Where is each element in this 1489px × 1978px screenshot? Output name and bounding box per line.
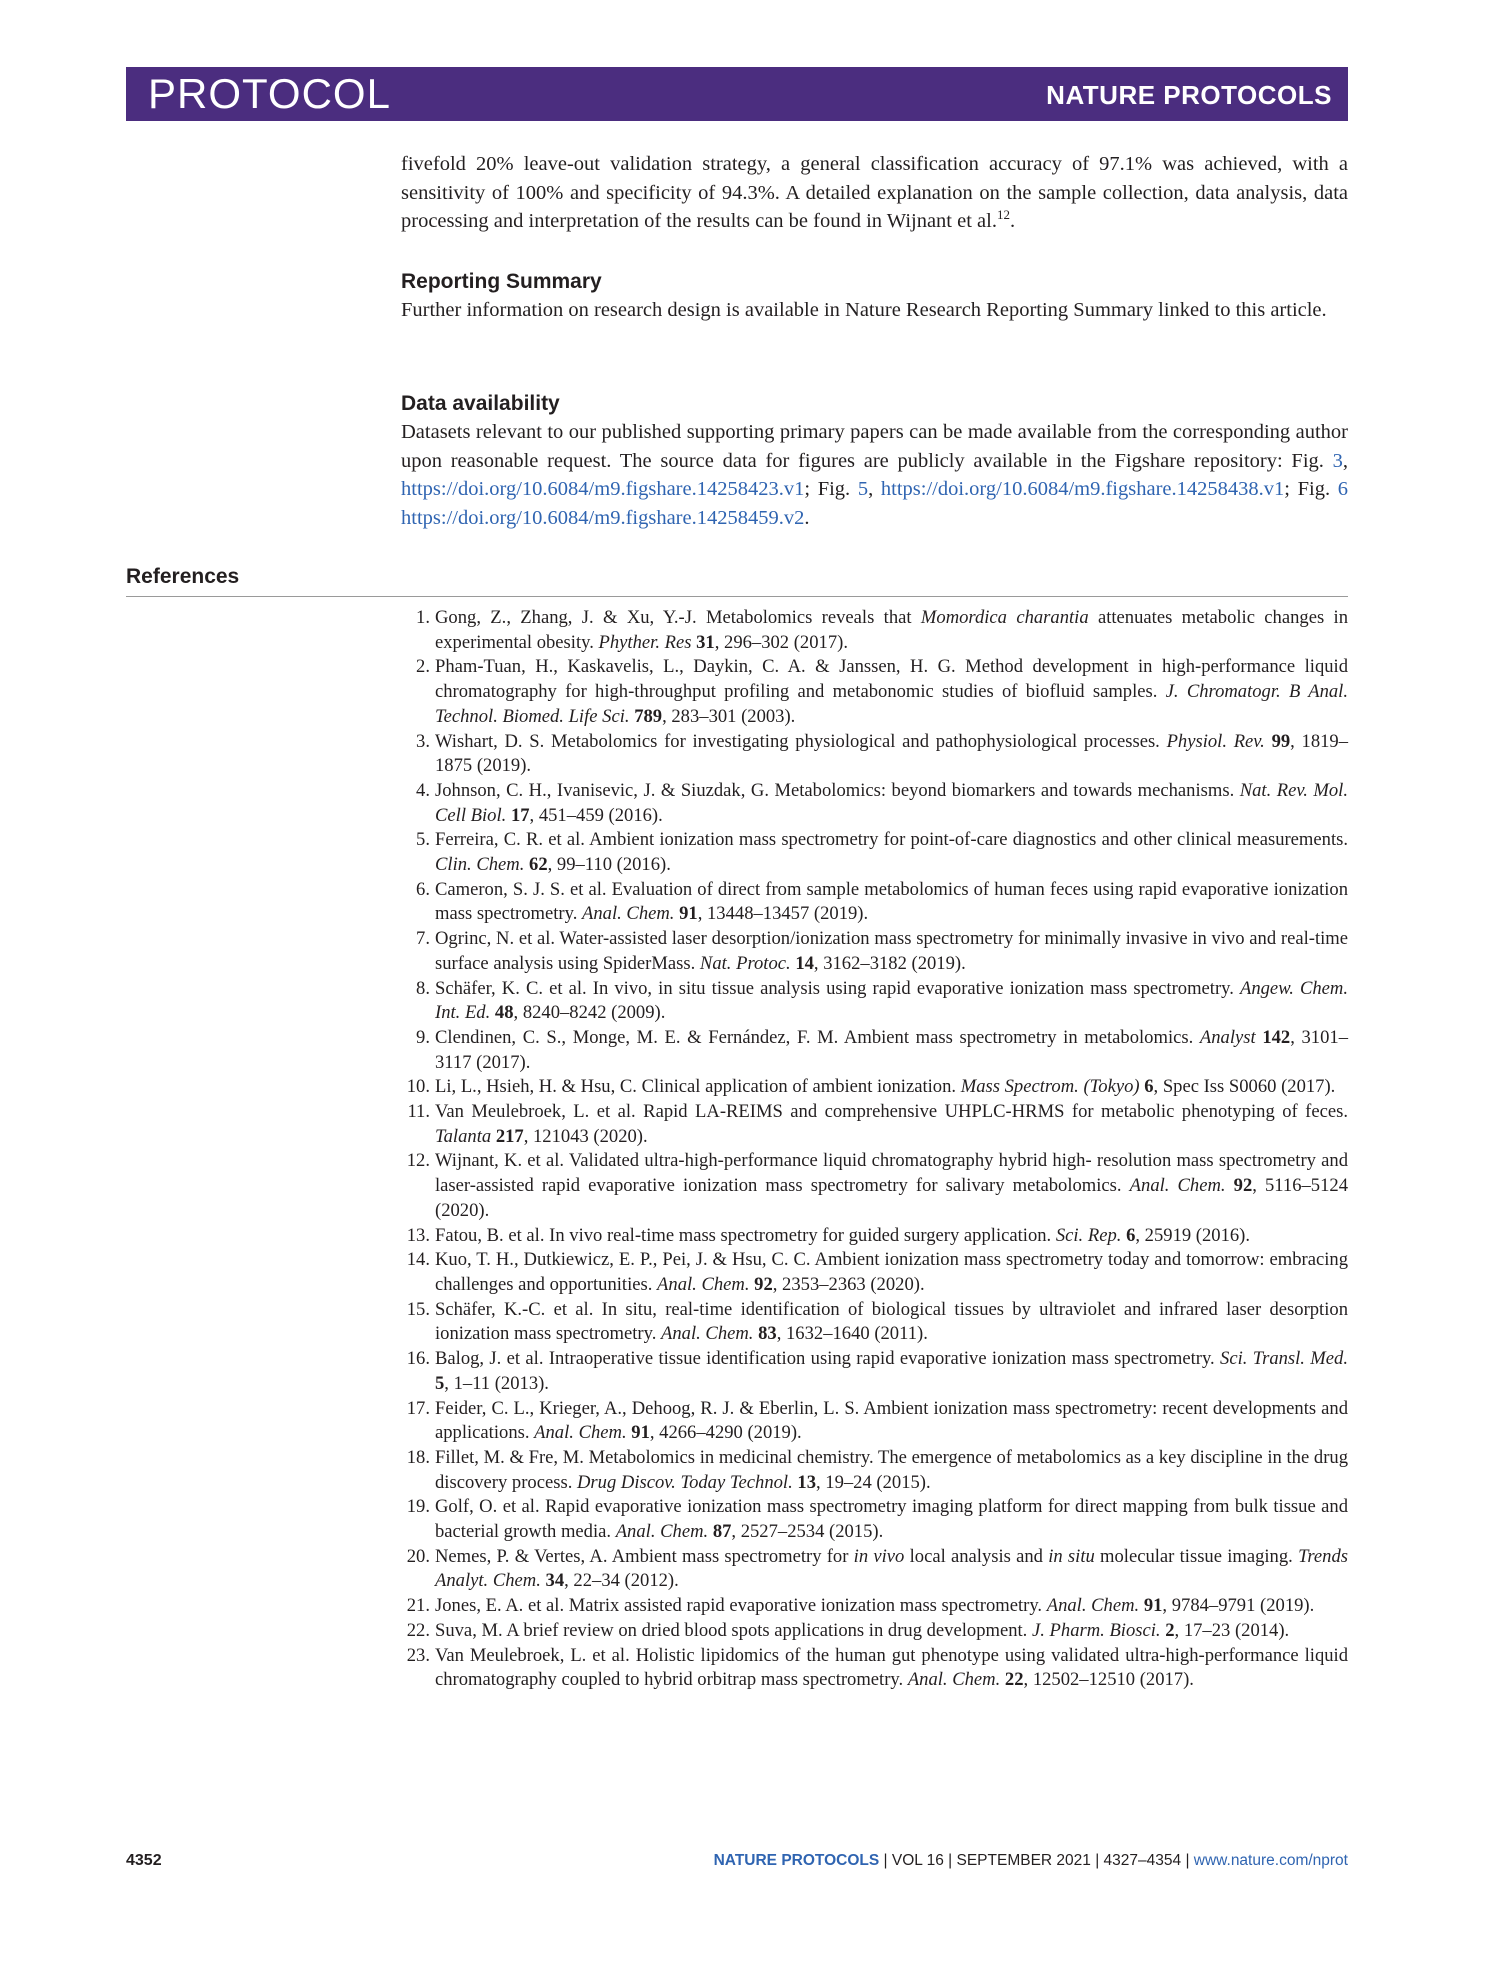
reference-text: Kuo, T. H., Dutkiewicz, E. P., Pei, J. & Hsu, C. C. Ambient ionization mass spectrometry today and tomorrow: embracing challenges and opportunities. Anal. Chem. 92, 2353–2363 (2020). <box>435 1249 1348 1295</box>
reference-item <box>400 1224 1348 1249</box>
reference-number: 15. <box>406 1298 430 1320</box>
reference-text: Ferreira, C. R. et al. Ambient ionization mass spectrometry for point-of-care diagnostics and other clinical measurements. Clin. Chem. 62, 99–110 (2016). <box>435 829 1348 876</box>
reference-item <box>400 730 1348 779</box>
intro-block <box>401 150 1348 236</box>
doi-link[interactable]: https://doi.org/10.6084/m9.figshare.14258438.v1 <box>880 478 1285 500</box>
reference-number: 8. <box>416 977 430 999</box>
footer-volume: VOL 16 <box>891 1852 944 1869</box>
reference-number: 18. <box>406 1446 430 1468</box>
reference-item <box>400 977 1348 1026</box>
reference-item <box>400 1397 1348 1446</box>
reference-item <box>400 1594 1348 1619</box>
reference-text: Suva, M. A brief review on dried blood spots applications in drug development. J. Pharm. Biosci. 2, 17–23 (2014). <box>435 1619 1290 1641</box>
reference-text: Balog, J. et al. Intraoperative tissue identification using rapid evaporative ionization mass spectrometry. Sci. Transl. Med. 5, 1–11 (2013). <box>435 1348 1348 1394</box>
reference-number: 17. <box>406 1397 430 1419</box>
reference-text: Fatou, B. et al. In vivo real-time mass spectrometry for guided surgery application. Sci. Rep. 6, 25919 (2016). <box>435 1224 1251 1246</box>
reference-item <box>400 1495 1348 1544</box>
reference-number: 12. <box>406 1150 430 1172</box>
reference-text: Fillet, M. & Fre, M. Metabolomics in medicinal chemistry. The emergence of metabolomics as a key discipline in the drug discovery process. Drug Discov. Today Technol. 13, 19–24 (2015). <box>435 1446 1348 1493</box>
reference-item <box>400 606 1348 655</box>
reference-item <box>400 1075 1348 1100</box>
reference-item <box>400 1026 1348 1075</box>
reference-number: 5. <box>416 829 430 851</box>
reference-item <box>400 1298 1348 1347</box>
reference-item <box>400 1446 1348 1495</box>
doi-link[interactable]: https://doi.org/10.6084/m9.figshare.14258423.v1 <box>401 478 805 500</box>
reference-item <box>400 1644 1348 1693</box>
reference-item <box>400 927 1348 976</box>
reference-text: Pham-Tuan, H., Kaskavelis, L., Daykin, C. A. & Janssen, H. G. Method development in high-performance liquid chromatography for high-throughput profiling and metabonomic studies of biofluid samples. J. Chromatogr. B Anal. Technol. Biomed. Life Sci. 789, 283–301 (2003). <box>435 656 1348 727</box>
reference-number: 3. <box>416 730 430 752</box>
reference-number: 20. <box>406 1545 430 1567</box>
page-number: 4352 <box>126 1852 162 1869</box>
reference-text: Nemes, P. & Vertes, A. Ambient mass spectrometry for in vivo local analysis and in situ molecular tissue imaging. Trends Analyt. Chem. 34, 22–34 (2012). <box>435 1545 1349 1592</box>
reference-text: Schäfer, K.-C. et al. In situ, real-time identification of biological tissues by ultraviolet and infrared laser desorption ionization mass spectrometry. Anal. Chem. 83, 1632–1640 (2011). <box>435 1298 1348 1345</box>
reference-item <box>400 779 1348 828</box>
intro-paragraph: fivefold 20% leave-out validation strategy, a general classification accuracy of 97.1% was achieved, with a sensitivity of 100% and specificity of 94.3%. A detailed explanation on the sample collection, data analysis, data processing and interpretation of the results can be found in Wijnant et al.$^{12}$. <box>401 153 1348 232</box>
reference-item <box>400 828 1348 877</box>
reference-number: 11. <box>407 1101 430 1123</box>
reference-text: Golf, O. et al. Rapid evaporative ionization mass spectrometry imaging platform for direct mapping from bulk tissue and bacterial growth media. Anal. Chem. 87, 2527–2534 (2015). <box>435 1496 1348 1543</box>
reference-item <box>400 1149 1348 1223</box>
reference-number: 6. <box>416 878 430 900</box>
reference-item <box>400 878 1348 927</box>
reference-number: 22. <box>406 1619 430 1641</box>
reference-item <box>400 1619 1348 1644</box>
header-bar <box>126 67 1348 121</box>
reference-number: 14. <box>406 1249 430 1271</box>
footer-journal: NATURE PROTOCOLS <box>713 1852 880 1869</box>
footer-date: SEPTEMBER 2021 <box>956 1852 1091 1869</box>
reference-text: Feider, C. L., Krieger, A., Dehoog, R. J. & Eberlin, L. S. Ambient ionization mass spectrometry: recent developments and applications. Anal. Chem. 91, 4266–4290 (2019). <box>435 1397 1348 1444</box>
footer-info: NATURE PROTOCOLS | VOL 16 | SEPTEMBER 2021 | 4327–4354 | www.nature.com/nprot <box>713 1852 1348 1869</box>
references-divider <box>126 596 1348 597</box>
reference-text: Van Meulebroek, L. et al. Holistic lipidomics of the human gut phenotype using validated ultra-high-performance liquid chromatography coupled to hybrid orbitrap mass spectrometry. Anal. Chem. 22, 12502–12510 (2017). <box>435 1644 1348 1691</box>
reference-text: Johnson, C. H., Ivanisevic, J. & Siuzdak, G. Metabolomics: beyond biomarkers and towards mechanisms. Nat. Rev. Mol. Cell Biol. 17, 451–459 (2016). <box>435 779 1348 826</box>
reporting-summary-section <box>401 268 1348 325</box>
reference-number: 9. <box>416 1026 430 1048</box>
reference-text: Schäfer, K. C. et al. In vivo, in situ tissue analysis using rapid evaporative ionization mass spectrometry. Angew. Chem. Int. Ed. 48, 8240–8242 (2009). <box>435 977 1348 1024</box>
reference-number: 2. <box>416 656 430 678</box>
section-heading: Data availability <box>401 392 560 415</box>
reference-text: Clendinen, C. S., Monge, M. E. & Fernández, F. M. Ambient mass spectrometry in metabolomics. Analyst 142, 3101–3117 (2017). <box>435 1026 1348 1073</box>
footer-pages: 4327–4354 <box>1103 1852 1182 1869</box>
reference-item <box>400 1545 1348 1594</box>
references-heading: References <box>126 565 240 588</box>
reference-number: 4. <box>416 779 430 801</box>
section-paragraph: Datasets relevant to our published supporting primary papers can be made available from the corresponding author upon reasonable request. The source data for figures are publicly available in the Figshare repository: Fig. 3, https://doi.org/10.6084/m9.figshare.14258423.v1; Fig. 5, https://doi.org/10.6084/m9.figshare.14258438.v1; Fig. 6 https://doi.org/10.6084/m9.figshare.14258459.v2. <box>401 421 1349 529</box>
reference-text: Wishart, D. S. Metabolomics for investigating physiological and pathophysiological processes. Physiol. Rev. 99, 1819–1875 (2019). <box>435 730 1349 777</box>
citation-link[interactable]: 12 <box>996 207 1010 223</box>
reference-number: 10. <box>406 1076 430 1098</box>
reference-text: Gong, Z., Zhang, J. & Xu, Y.-J. Metabolomics reveals that Momordica charantia attenuates metabolic changes in experimental obesity. Phyther. Res 31, 296–302 (2017). <box>435 607 1348 653</box>
reference-number: 23. <box>406 1644 430 1666</box>
reference-number: 16. <box>406 1348 430 1370</box>
reference-number: 1. <box>416 607 430 628</box>
reference-text: Jones, E. A. et al. Matrix assisted rapid evaporative ionization mass spectrometry. Anal. Chem. 91, 9784–9791 (2019). <box>435 1595 1315 1617</box>
reference-text: Van Meulebroek, L. et al. Rapid LA-REIMS and comprehensive UHPLC-HRMS for metabolic phenotyping of feces. Talanta 217, 121043 (2020). <box>435 1101 1348 1147</box>
figure-link[interactable]: 6 <box>1337 478 1349 500</box>
reference-text: Cameron, S. J. S. et al. Evaluation of direct from sample metabolomics of human feces using rapid evaporative ionization mass spectrometry. Anal. Chem. 91, 13448–13457 (2019). <box>435 878 1348 925</box>
reference-item <box>400 1347 1348 1396</box>
data-availability-section <box>401 390 1348 532</box>
journal-name: NATURE PROTOCOLS <box>1046 80 1332 110</box>
figure-link[interactable]: 3 <box>1332 449 1343 472</box>
reference-list <box>400 606 1348 1693</box>
reference-item <box>400 1248 1348 1297</box>
section-paragraph: Further information on research design is available in Nature Research Reporting Summary linked to this article. <box>401 299 1327 321</box>
figure-link[interactable]: 5 <box>857 478 869 500</box>
reference-number: 13. <box>406 1224 430 1246</box>
reference-number: 21. <box>406 1595 430 1617</box>
reference-text: Ogrinc, N. et al. Water-assisted laser desorption/ionization mass spectrometry for minimally invasive in vivo and real-time surface analysis using SpiderMass. Nat. Protoc. 14, 3162–3182 (2019). <box>435 928 1348 974</box>
reference-number: 19. <box>406 1496 430 1518</box>
reference-text: Li, L., Hsieh, H. & Hsu, C. Clinical application of ambient ionization. Mass Spectrom. (Tokyo) 6, Spec Iss S0060 (2017). <box>435 1076 1336 1098</box>
reference-item <box>400 1100 1348 1149</box>
reference-text: Wijnant, K. et al. Validated ultra-high-performance liquid chromatography hybrid high- resolution mass spectrometry and laser-assisted rapid evaporative ionization mass spectrometry for salivary metabolomics. Anal. Chem. 92, 5116–5124 (2020). <box>435 1150 1348 1221</box>
reference-item <box>400 655 1348 729</box>
reference-number: 7. <box>416 928 430 950</box>
section-heading: Reporting Summary <box>401 270 602 293</box>
footer-url[interactable]: www.nature.com/nprot <box>1193 1852 1348 1869</box>
section-label: PROTOCOL <box>148 70 391 117</box>
doi-link[interactable]: https://doi.org/10.6084/m9.figshare.14258459.v2 <box>401 506 805 529</box>
